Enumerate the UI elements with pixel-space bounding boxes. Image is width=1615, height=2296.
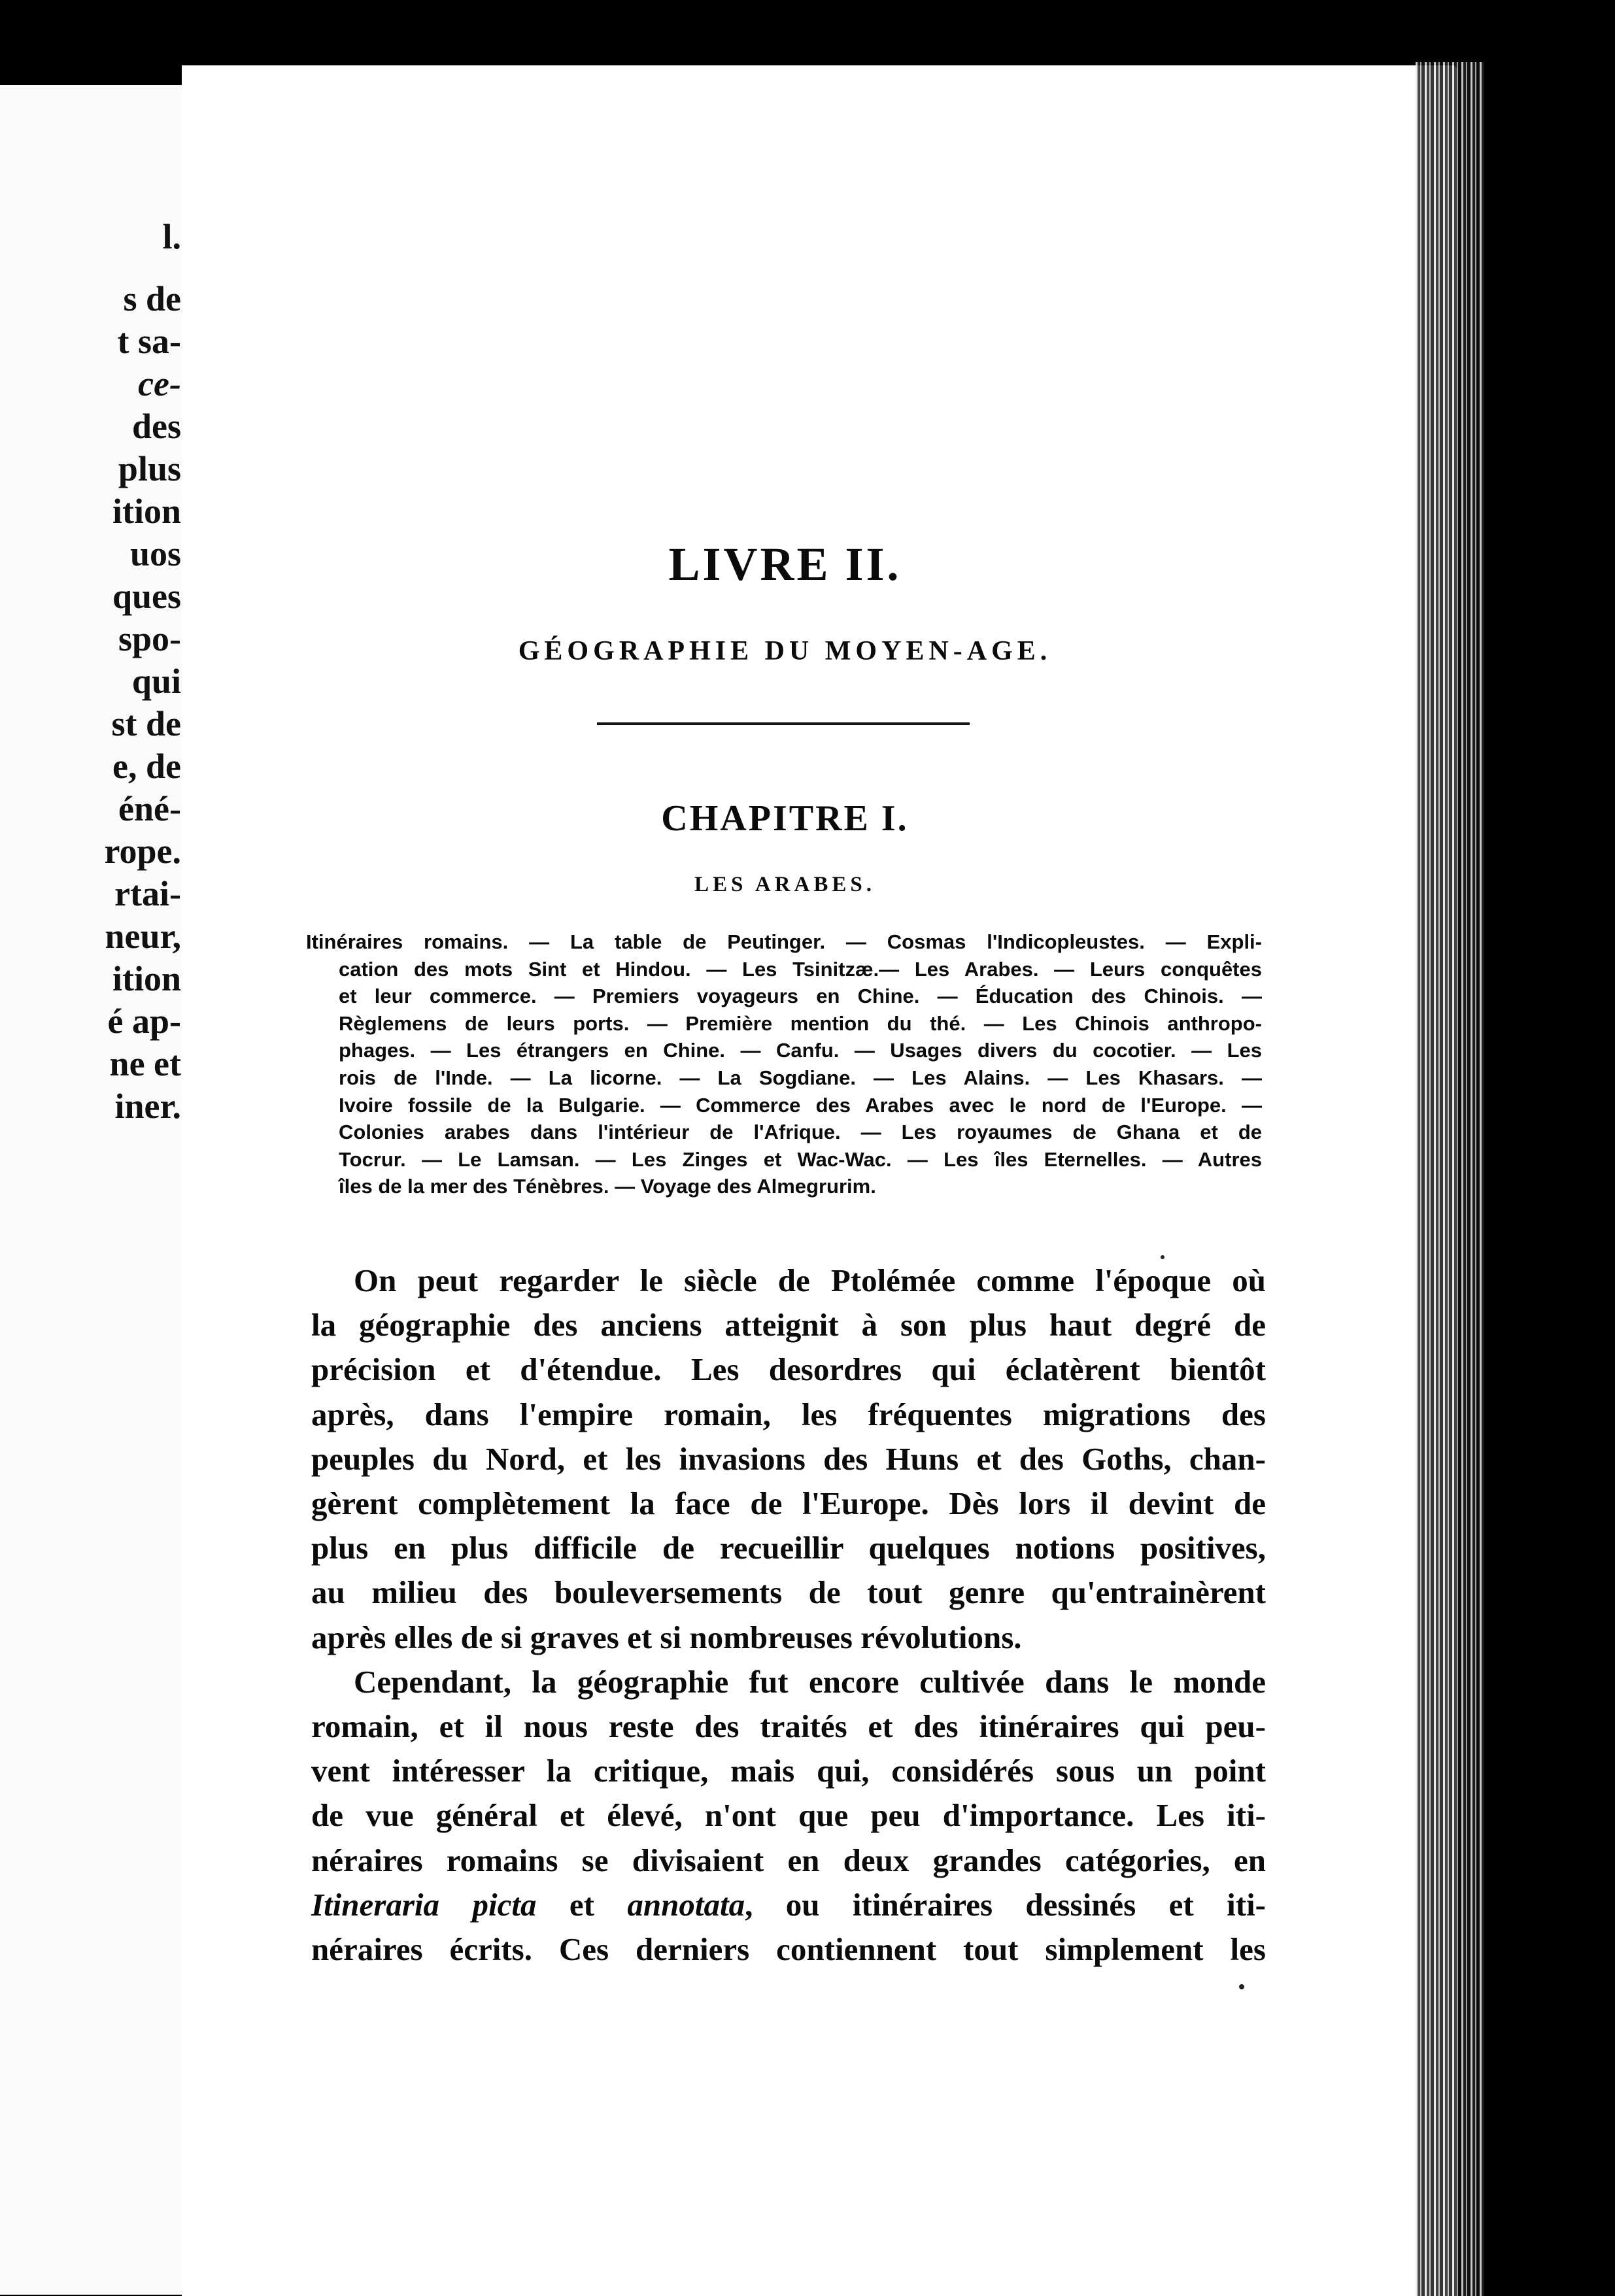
paragraph-line: On peut regarder le siècle de Ptolémée comme l'époque où [354, 1262, 1266, 1298]
chapter-subtitle: LES ARABES. [694, 873, 876, 896]
italic-term: annotata [627, 1886, 745, 1923]
summary-line: îles de la mer des Ténèbres. — Voyage des Almegrurim. [339, 1175, 876, 1198]
previous-page-line: neur, [105, 917, 181, 956]
paragraph-line: romain, et il nous reste des traités et des itinéraires qui peu- [311, 1708, 1266, 1745]
previous-page-line: t sa- [117, 322, 181, 361]
paragraph-line: peuples du Nord, et les invasions des Huns et des Goths, chan- [311, 1440, 1266, 1477]
book-subtitle: GÉOGRAPHIE DU MOYEN-AGE. [518, 636, 1052, 666]
previous-page-line: ition [112, 492, 181, 531]
summary-line: phages. — Les étrangers en Chine. — Canfu. — Usages divers du cocotier. — Les [339, 1039, 1262, 1062]
chapter-title: CHAPITRE I. [661, 798, 909, 839]
previous-page-strip [0, 85, 193, 2295]
previous-page-line: ques [112, 577, 181, 616]
previous-page-line: plus [118, 449, 181, 488]
ink-speck [1161, 1255, 1164, 1259]
previous-page-line: rtai- [114, 874, 181, 913]
paragraph-line [311, 1883, 1266, 1927]
paragraph-line: néraires écrits. Ces derniers contiennent tout simplement les [311, 1931, 1266, 1968]
previous-page-line: é ap- [107, 1002, 181, 1041]
previous-page-line: spo- [118, 619, 181, 658]
ink-speck [1239, 1984, 1244, 1989]
previous-page-line: e, de [112, 747, 181, 786]
previous-page-line: st de [111, 704, 181, 743]
previous-page-line: ne et [109, 1044, 181, 1083]
previous-page-line: éné- [118, 789, 181, 828]
paragraph-line: de vue général et élevé, n'ont que peu d'importance. Les iti- [311, 1797, 1266, 1834]
paragraph-line: au milieu des bouleversements de tout genre qu'entrainèrent [311, 1574, 1266, 1611]
previous-page-line: ce- [138, 364, 181, 403]
previous-page-line: iner. [114, 1087, 181, 1126]
summary-line: rois de l'Inde. — La licorne. — La Sogdiane. — Les Alains. — Les Khasars. — [339, 1066, 1262, 1089]
title-divider [597, 722, 970, 725]
paragraph-line: plus en plus difficile de recueillir quelques notions positives, [311, 1530, 1266, 1566]
paragraph-line: néraires romains se divisaient en deux grandes catégories, en [311, 1842, 1266, 1878]
previous-page-line: l. [162, 217, 181, 256]
paragraph-line: Cependant, la géographie fut encore cultivée dans le monde [354, 1663, 1266, 1700]
paragraph-line: après, dans l'empire romain, les fréquentes migrations des [311, 1396, 1266, 1432]
body-text [311, 1258, 1266, 1972]
previous-page-line: ition [112, 959, 181, 998]
summary-line: et leur commerce. — Premiers voyageurs en Chine. — Éducation des Chinois. — [339, 985, 1262, 1008]
line-remainder: , ou itinéraires dessinés et iti- [745, 1886, 1266, 1923]
previous-page-line: rope. [104, 832, 181, 871]
paragraph-line: la géographie des anciens atteignit à son plus haut degré de [311, 1307, 1266, 1343]
italic-term: Itineraria picta [311, 1886, 537, 1923]
previous-page-line: qui [131, 662, 181, 701]
summary-line: Règlemens de leurs ports. — Première mention du thé. — Les Chinois anthropo- [339, 1011, 1262, 1035]
paragraph-line: vent intéresser la critique, mais qui, considérés sous un point [311, 1753, 1266, 1789]
chapter-summary [306, 928, 1262, 1200]
previous-page-line: uos [129, 534, 181, 573]
summary-line: Ivoire fossile de la Bulgarie. — Commerce des Arabes avec le nord de l'Europe. — [339, 1093, 1262, 1117]
book-title: LIVRE II. [668, 538, 902, 590]
summary-line: cation des mots Sint et Hindou. — Les Tsinitzæ.— Les Arabes. — Leurs conquêtes [339, 957, 1262, 981]
summary-line: Tocrur. — Le Lamsan. — Les Zinges et Wac-Wac. — Les îles Eternelles. — Autres [339, 1147, 1262, 1171]
page-stack-edge [1416, 62, 1484, 2296]
summary-line: Itinéraires romains. — La table de Peutinger. — Cosmas l'Indicopleustes. — Expli- [306, 930, 1262, 953]
paragraph-line: gèrent complètement la face de l'Europe. Dès lors il devint de [311, 1485, 1266, 1522]
paragraph-line: après elles de si graves et si nombreuses révolutions. [311, 1619, 1022, 1655]
previous-page-line: des [131, 407, 181, 446]
page-edge-shadow [1484, 62, 1615, 2296]
connector-text: et [536, 1886, 628, 1923]
previous-page-line: s de [123, 279, 181, 318]
summary-line: Colonies arabes dans l'intérieur de l'Afrique. — Les royaumes de Ghana et de [339, 1121, 1262, 1144]
paragraph-line: précision et d'étendue. Les desordres qui éclatèrent bientôt [311, 1351, 1266, 1388]
